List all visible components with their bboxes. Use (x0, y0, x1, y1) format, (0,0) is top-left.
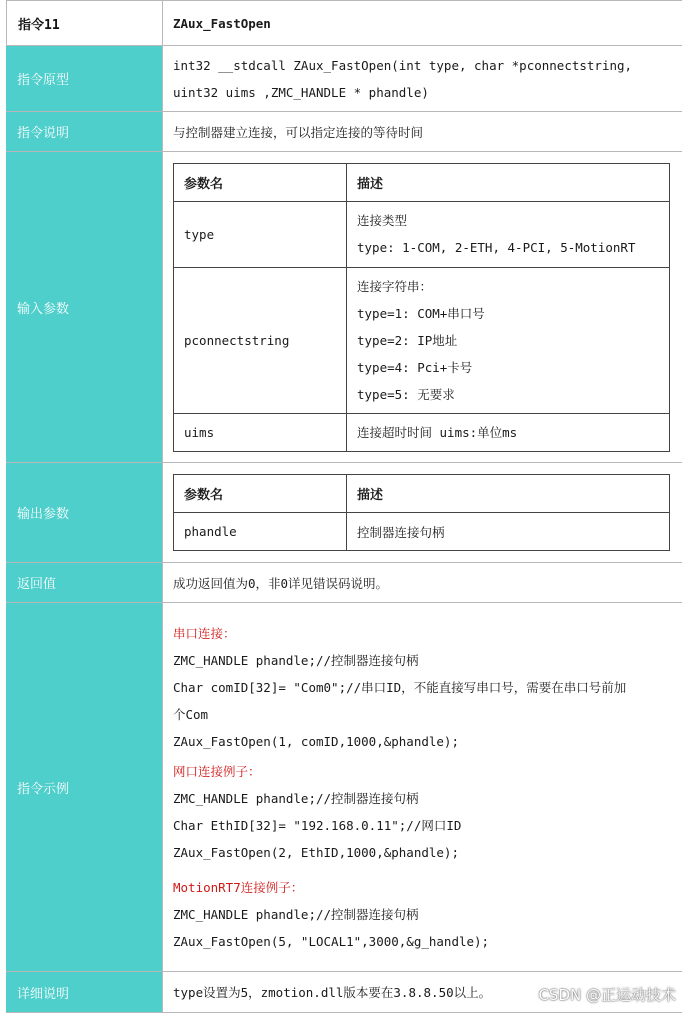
param-name: pconnectstring (174, 267, 347, 413)
input-params-row (6, 152, 682, 463)
param-desc-line: type=2: IP地址 (357, 332, 458, 348)
param-name: phandle (174, 513, 347, 551)
return-value-row (6, 563, 682, 603)
header-label: 指令11 (6, 1, 163, 45)
param-desc-line: type: 1-COM, 2-ETH, 4-PCI, 5-MotionRT (357, 240, 636, 255)
code-line: 个Com (173, 706, 209, 722)
prototype-label: 指令原型 (6, 46, 163, 111)
serial-example-title: 串口连接： (173, 625, 236, 641)
code-line: Char comID[32]= "Com0";//串口ID，不能直接写串口号，需要在串口号前加 (173, 679, 627, 695)
input-params-table (173, 163, 670, 452)
code-line: ZMC_HANDLE phandle;//控制器连接句柄 (173, 906, 419, 922)
description-row (6, 112, 682, 152)
code-line: ZAux_FastOpen(5, "LOCAL1",3000,&g_handle); (173, 933, 490, 949)
header-value: ZAux_FastOpen (173, 15, 271, 31)
param-desc: 控制器连接句柄 (347, 513, 670, 551)
code-line: ZMC_HANDLE phandle;//控制器连接句柄 (173, 790, 419, 806)
code-line: ZAux_FastOpen(1, comID,1000,&phandle); (173, 733, 459, 749)
param-name: uims (174, 413, 347, 451)
table-header-row (174, 163, 670, 201)
prototype-line: uint32 uims ,ZMC_HANDLE * phandle) (173, 84, 429, 100)
column-header-name: 参数名 (174, 163, 347, 201)
param-desc (347, 267, 670, 413)
description-label: 指令说明 (6, 112, 163, 151)
example-row (6, 603, 682, 972)
param-desc-line: type=5: 无要求 (357, 386, 455, 402)
output-params-table (173, 474, 670, 551)
return-value-label: 返回值 (6, 563, 163, 602)
column-header-desc: 描述 (347, 163, 670, 201)
prototype-line: int32 __stdcall ZAux_FastOpen(int type, char *pconnectstring, (173, 57, 633, 73)
code-line: ZMC_HANDLE phandle;//控制器连接句柄 (173, 652, 419, 668)
param-desc (347, 201, 670, 267)
table-row (174, 201, 670, 267)
return-value-text: 成功返回值为0，非0详见错误码说明。 (173, 575, 389, 591)
table-header-row (174, 475, 670, 513)
param-desc-line: 连接类型 (357, 213, 408, 228)
prototype-value (163, 46, 682, 111)
param-desc-line: 连接字符串： (357, 278, 433, 294)
input-params-label: 输入参数 (6, 152, 163, 462)
net-example-title: 网口连接例子： (173, 763, 261, 779)
header-row (6, 0, 682, 46)
column-header-name: 参数名 (174, 475, 347, 513)
description-value: 与控制器建立连接，可以指定连接的等待时间 (173, 124, 424, 140)
details-text: type设置为5，zmotion.dll版本要在3.8.8.50以上。 (173, 985, 492, 1000)
param-name: type (174, 201, 347, 267)
code-line: ZAux_FastOpen(2, EthID,1000,&phandle); (173, 844, 459, 860)
watermark: CSDN @正运动技术 (538, 986, 676, 1004)
rt-example-title: MotionRT7连接例子： (173, 879, 304, 895)
input-params-value (163, 152, 682, 462)
example-value (163, 603, 682, 971)
param-desc: 连接超时时间 uims:单位ms (347, 413, 670, 451)
output-params-value (163, 463, 682, 562)
prototype-row (6, 46, 682, 112)
column-header-desc: 描述 (347, 475, 670, 513)
output-params-label: 输出参数 (6, 463, 163, 562)
details-label: 详细说明 (6, 972, 163, 1012)
param-desc-line: type=1: COM+串口号 (357, 305, 485, 321)
param-desc-line: type=4: Pci+卡号 (357, 359, 473, 375)
code-line: Char EthID[32]= "192.168.0.11";//网口ID (173, 817, 462, 833)
table-row (174, 267, 670, 413)
table-row (174, 413, 670, 451)
output-params-row (6, 463, 682, 563)
example-label: 指令示例 (6, 603, 163, 971)
table-row (174, 513, 670, 551)
api-doc-table (6, 0, 682, 1013)
